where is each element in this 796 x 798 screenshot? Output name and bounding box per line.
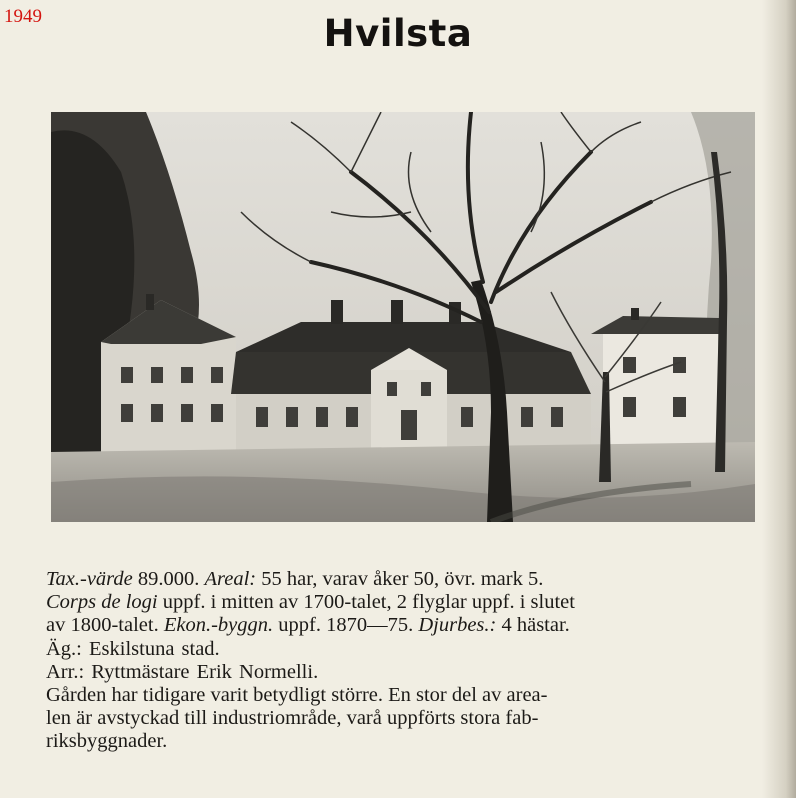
tax-value: 89.000.	[137, 568, 200, 590]
tenant-line: Arr.: Ryttmästare Erik Normelli.	[46, 660, 319, 683]
area-value: 55 har, varav åker 50, övr. mark 5.	[261, 568, 544, 590]
tax-value-line	[46, 568, 781, 591]
history-line-3: riksbyggnader.	[46, 730, 168, 753]
manor-house-photo	[51, 112, 755, 522]
tax-value-label: Tax.-värde	[46, 568, 133, 590]
livestock-value: 4 hästar.	[501, 614, 570, 637]
history-line-2: len är avstyckad till industriområde, varå uppförts stora fab-	[46, 707, 539, 730]
farm-buildings-value: uppf. 1870—75.	[278, 614, 414, 637]
description-text	[46, 568, 781, 754]
history-line-1: Gården har tidigare varit betydligt större. En stor del av area-	[46, 684, 548, 707]
farm-buildings-label: Ekon.-byggn.	[163, 614, 274, 637]
wings-century: av 1800-talet.	[46, 614, 159, 637]
main-building-label: Corps de logi	[46, 591, 158, 614]
year-stamp: 1949	[4, 6, 42, 27]
main-building-line	[46, 591, 781, 614]
owner-line: Äg.: Eskilstuna stad.	[46, 637, 220, 660]
manor-house-photo-illustration	[51, 112, 755, 522]
livestock-label: Djurbes.:	[418, 614, 497, 637]
farm-buildings-line	[46, 614, 781, 637]
main-building-value: uppf. i mitten av 1700-talet, 2 flyglar uppf. i slutet	[162, 591, 575, 614]
page-title: Hvilsta	[323, 12, 473, 55]
area-label: Areal:	[204, 568, 257, 590]
